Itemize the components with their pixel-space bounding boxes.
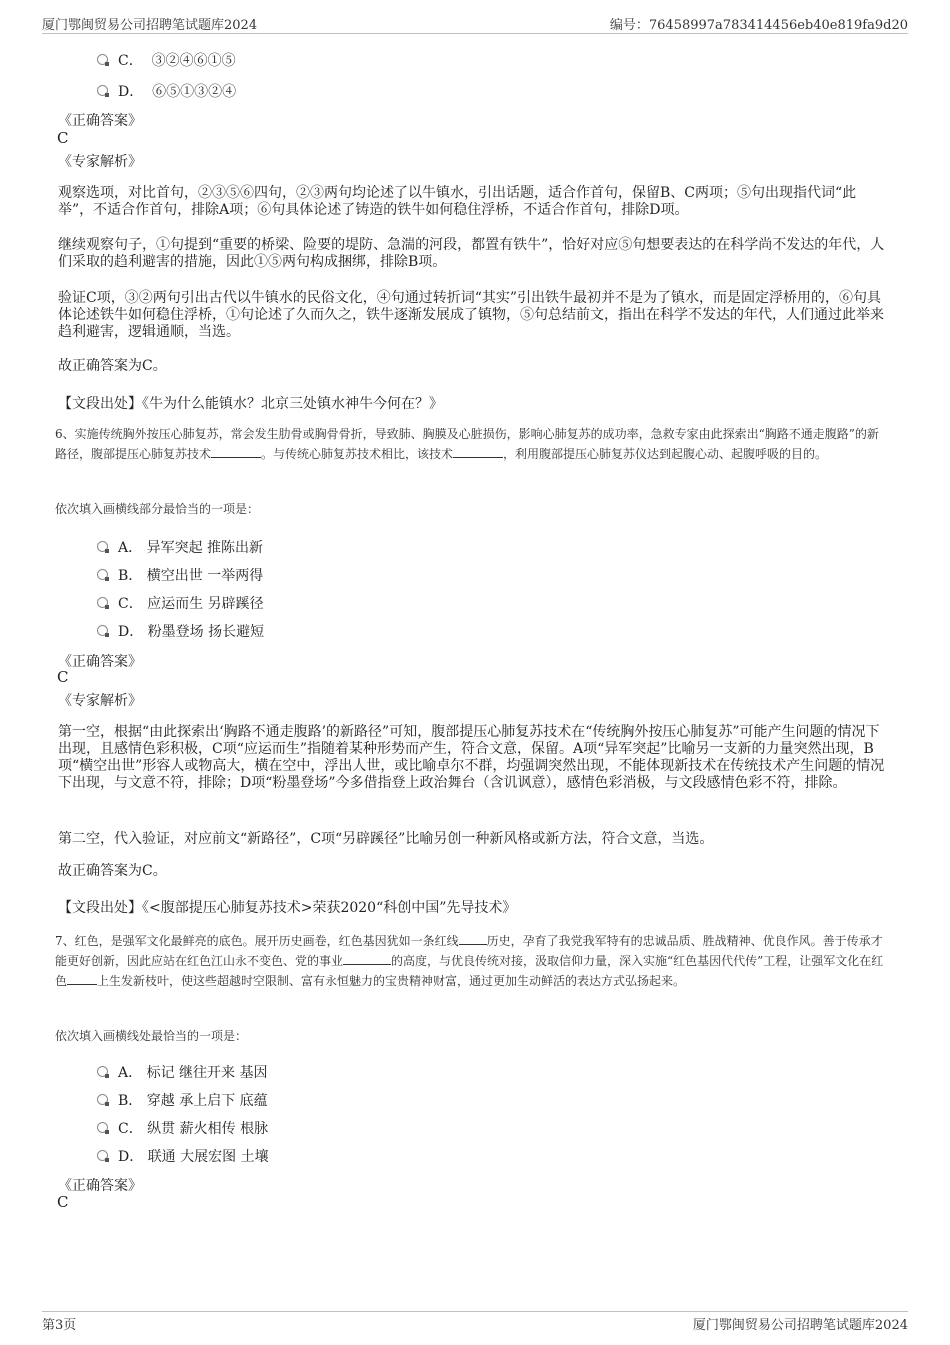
- footer-divider: [42, 1311, 908, 1312]
- radio-icon[interactable]: [97, 85, 108, 96]
- radio-icon[interactable]: [97, 1150, 108, 1161]
- q7-answer-label: 《正确答案》: [58, 1178, 142, 1194]
- radio-icon[interactable]: [97, 569, 108, 580]
- q5-analysis-p1: 观察选项，对比首句，②③⑤⑥四句，②③两句均论述了以牛镇水，引出话题，适合作首句，保留B、C两项；⑤句出现指代词“此举”，不适合作首句，排除A项；⑥句具体论述了铸造的铁牛如何稳住浮桥，不适合作首句，排除D项。: [58, 185, 857, 218]
- blank-line: [453, 445, 503, 458]
- radio-icon[interactable]: [97, 625, 108, 636]
- q6-answer: C: [57, 668, 69, 686]
- page-number: 第3页: [42, 1318, 77, 1333]
- blank-line: [459, 932, 487, 945]
- blank-line: [343, 952, 391, 965]
- q6-analysis-p2: 第二空，代入验证，对应前文“新路径”，C项“另辟蹊径”比喻另创一种新风格或新方法，符合文意，当选。: [58, 831, 714, 847]
- q7-stem: 7、红色，是强军文化最鲜亮的底色。展开历史画卷，红色基因犹如一条红线 历史，孕育了我党我军特有的忠诚品质、胜战精神、优良作风。善于传承才能更好创新，因此应站在红色江山永不变色、党的事业 的高度，与优良传统对接，汲取信仰力量，深入实施“红色基因代代传”工程，让强军文化在红色 上生发新枝叶，使这些超越时空限制、富有永恒魅力的宝贵精神财富，通过更加生动鲜活的表达方式弘扬起来。: [55, 934, 884, 988]
- q7-answer: C: [57, 1193, 69, 1211]
- q6-stem: 6、实施传统胸外按压心肺复苏，常会发生肋骨或胸骨骨折，导致肺、胸膜及心脏损伤，影响心肺复苏的成功率，急救专家由此探索出“胸路不通走腹路”的新路径，腹部提压心肺复苏技术 。与传统心肺复苏技术相比，该技术 ，利用腹部提压心肺复苏仪达到起腹心动、起腹呼吸的目的。: [55, 427, 879, 461]
- header-doc-id: 编号：76458997a783414456eb40e819fa9d20: [609, 18, 908, 33]
- q6-lead: 依次填入画横线部分最恰当的一项是：: [55, 502, 260, 516]
- q5-conclusion: 故正确答案为C。: [58, 358, 167, 374]
- q6-analysis-label: 《专家解析》: [58, 693, 142, 709]
- radio-icon[interactable]: [97, 1066, 108, 1077]
- q7-lead: 依次填入画横线处最恰当的一项是：: [55, 1029, 248, 1043]
- q6-source: 【文段出处】《<腹部提压心肺复苏技术>荣获2020“科创中国”先导技术》: [58, 900, 517, 916]
- q6-analysis-p1: 第一空，根据“由此探索出‘胸路不通走腹路’的新路径”可知，腹部提压心肺复苏技术在“传统胸外按压心肺复苏”可能产生问题的情况下出现，且感情色彩积极，C项“应运而生”指随着某种形势而产生，符合文意，保留。A项“异军突起”比喻另一支新的力量突然出现，B项“横空出世”形容人或物高大，横在空中，浮出人世，或比喻卓尔不群，均强调突然出现，不能体现新技术在传统技术产生问题的情况下出现，与文意不符，排除；D项“粉墨登场”今多借指登上政治舞台（含讥讽意），感情色彩消极，与文段感情色彩不符，排除。: [58, 724, 885, 791]
- q5-answer-label: 《正确答案》: [58, 113, 142, 129]
- radio-icon[interactable]: [97, 1122, 108, 1133]
- footer-title: 厦门鄂闽贸易公司招聘笔试题库2024: [692, 1318, 908, 1333]
- blank-line: [211, 445, 261, 458]
- q5-analysis-p3: 验证C项，③②两句引出古代以牛镇水的民俗文化，④句通过转折词“其实”引出铁牛最初并不是为了镇水，而是固定浮桥用的，⑥句具体论述铁牛如何稳住浮桥，①句论述了久而久之，铁牛逐渐发展成了镇物，⑤句总结前文，指出在科学不发达的年代，人们通过此举来趋利避害，逻辑通顺，当选。: [58, 290, 884, 340]
- radio-icon[interactable]: [97, 541, 108, 552]
- q5-analysis-label: 《专家解析》: [58, 154, 142, 170]
- blank-line: [67, 972, 97, 985]
- q6-conclusion: 故正确答案为C。: [58, 863, 167, 879]
- q5-analysis-p2: 继续观察句子，①句提到“重要的桥梁、险要的堤防、急湍的河段，都置有铁牛”，恰好对应⑤句想要表达的在科学尚不发达的年代，人们采取的趋利避害的措施，因此①⑤两句构成捆绑，排除B项。: [58, 237, 885, 270]
- header-divider: [42, 33, 908, 34]
- q5-answer: C: [57, 129, 69, 147]
- radio-icon[interactable]: [97, 597, 108, 608]
- radio-icon[interactable]: [97, 54, 108, 65]
- header-title: 厦门鄂闽贸易公司招聘笔试题库2024: [42, 18, 258, 33]
- q5-source: 【文段出处】《牛为什么能镇水？北京三处镇水神牛今何在？》: [58, 396, 443, 412]
- radio-icon[interactable]: [97, 1094, 108, 1105]
- q6-answer-label: 《正确答案》: [58, 654, 142, 670]
